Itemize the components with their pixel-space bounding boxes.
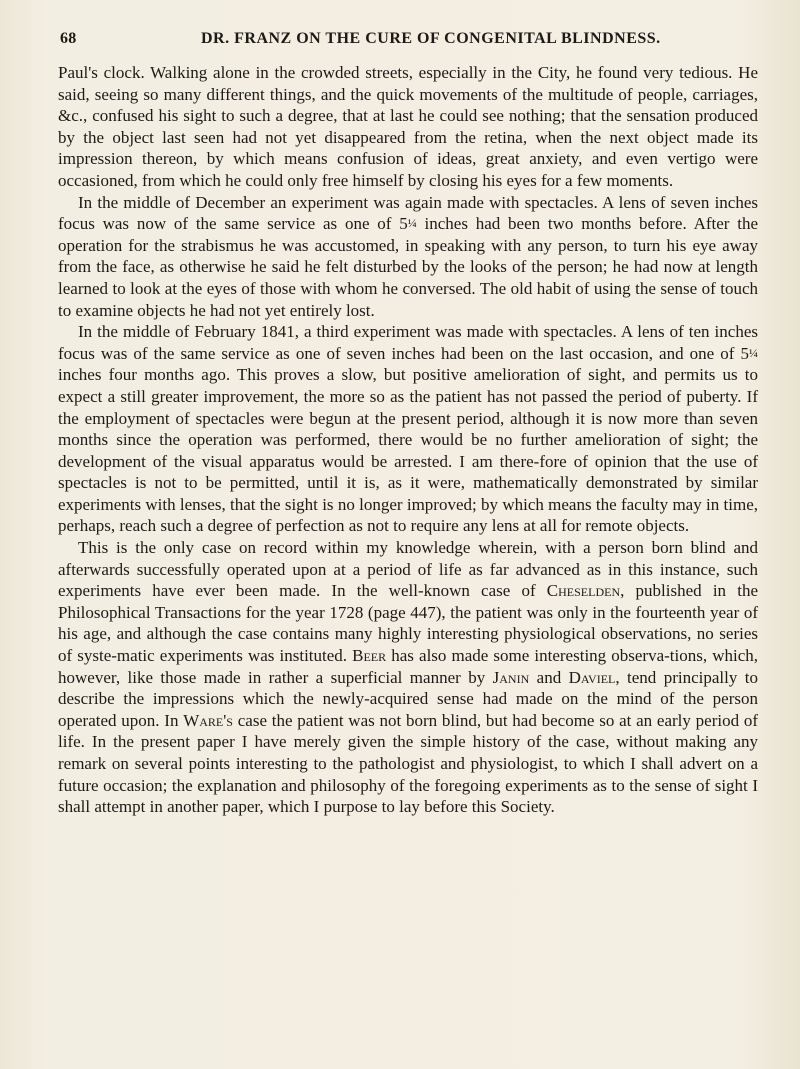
paragraph-text: , tend principally to describe the impressions which the newly-acquired sense had made on the mind of the person operated upon. In xyxy=(58,667,759,730)
running-title: DR. FRANZ ON THE CURE OF CONGENITAL BLINDNESS. xyxy=(201,30,661,47)
paragraph xyxy=(58,62,758,192)
paragraph-text: and xyxy=(529,667,569,687)
paragraph-text: , published in the Philosophical Transactions for the year 1728 (page 447), the patient was only in the fourteenth year of his age, and although the case contains many highly interesting physiological observations, no series of syste-matic experiments was instituted. xyxy=(58,581,758,666)
paragraph-text: Paul's clock. Walking alone in the crowded streets, especially in the City, he found very tedious. He said, seeing so many different things, and the quick movements of the multitude of people, carriages, &c., confused his sight to such a degree, that at last he could see nothing; that the sensation produced by the object last seen had not yet disappeared from the retina, when the next object made its impression thereon, by which means confusion of ideas, great anxiety, and even vertigo were occasioned, from which he could only free himself by closing his eyes for a few moments. xyxy=(58,63,758,190)
author-name: Janin xyxy=(492,667,530,687)
paragraph-text: has also made some interesting observa-tions, which, however, like those made in rather a superficial manner by xyxy=(58,646,758,687)
paragraph xyxy=(58,321,758,537)
author-name: Cheselden xyxy=(546,581,621,601)
paragraph-text: In the middle of February 1841, a third experiment was made with spectacles. A lens of ten inches focus was of the same service as one of seven inches had been on the last occasion, and one of 5 xyxy=(58,322,758,363)
paragraph xyxy=(58,537,758,818)
body-text xyxy=(58,62,758,818)
paragraph-text: case the patient was not born blind, but had become so at an early period of life. In the present paper I have merely given the simple history of the case, without making any remark on several points interesting to the pathologist and physiologist, to which I shall advert on a future occasion; the explanation and philosophy of the foregoing experiments as to the sense of sight I shall attempt in another paper, which I purpose to lay before this Society. xyxy=(58,710,758,817)
fraction: ¼ xyxy=(407,216,417,231)
paragraph-text: This is the only case on record within my knowledge wherein, with a person born blind and afterwards successfully operated upon at a period of life as far advanced as in this instance, such experiments have ever been made. In the well-known case of xyxy=(58,538,758,601)
running-head xyxy=(60,30,760,52)
paragraph-text: inches four months ago. This proves a slow, but positive amelioration of sight, and permits us to expect a still greater improvement, the more so as the patient has not passed the period of puberty. If the employment of spectacles were begun at the present period, although it is now more than seven months since the operation was performed, there would be no further amelioration of sight; the development of the visual apparatus would be arrested. I am there-fore of opinion that the use of spectacles is not to be permitted, until it is, as it were, mathematically demonstrated by similar experiments with lenses, that the sight is no longer improved; by which means the faculty may in time, perhaps, reach such a degree of perfection as not to require any lens at all for remote objects. xyxy=(58,365,758,536)
author-name: Beer xyxy=(352,646,387,666)
paragraph-text: In the middle of December an experiment was again made with spectacles. A lens of seven inches focus was now of the same service as one of 5 xyxy=(58,192,758,234)
paragraph-text: inches had been two months before. After the operation for the strabismus he was accustomed, in speaking with any person, to turn his eye away from the face, as otherwise he said he felt disturbed by the looks of the person; he had now at length learned to look at the eyes of those with whom he conversed. The old habit of using the sense of touch to examine objects he had not yet entirely lost. xyxy=(58,214,758,320)
paragraph xyxy=(58,192,758,322)
fraction: ¼ xyxy=(749,345,758,360)
author-name: Daviel xyxy=(568,667,616,687)
author-name: Ware's xyxy=(183,710,233,730)
page-number: 68 xyxy=(60,30,77,47)
